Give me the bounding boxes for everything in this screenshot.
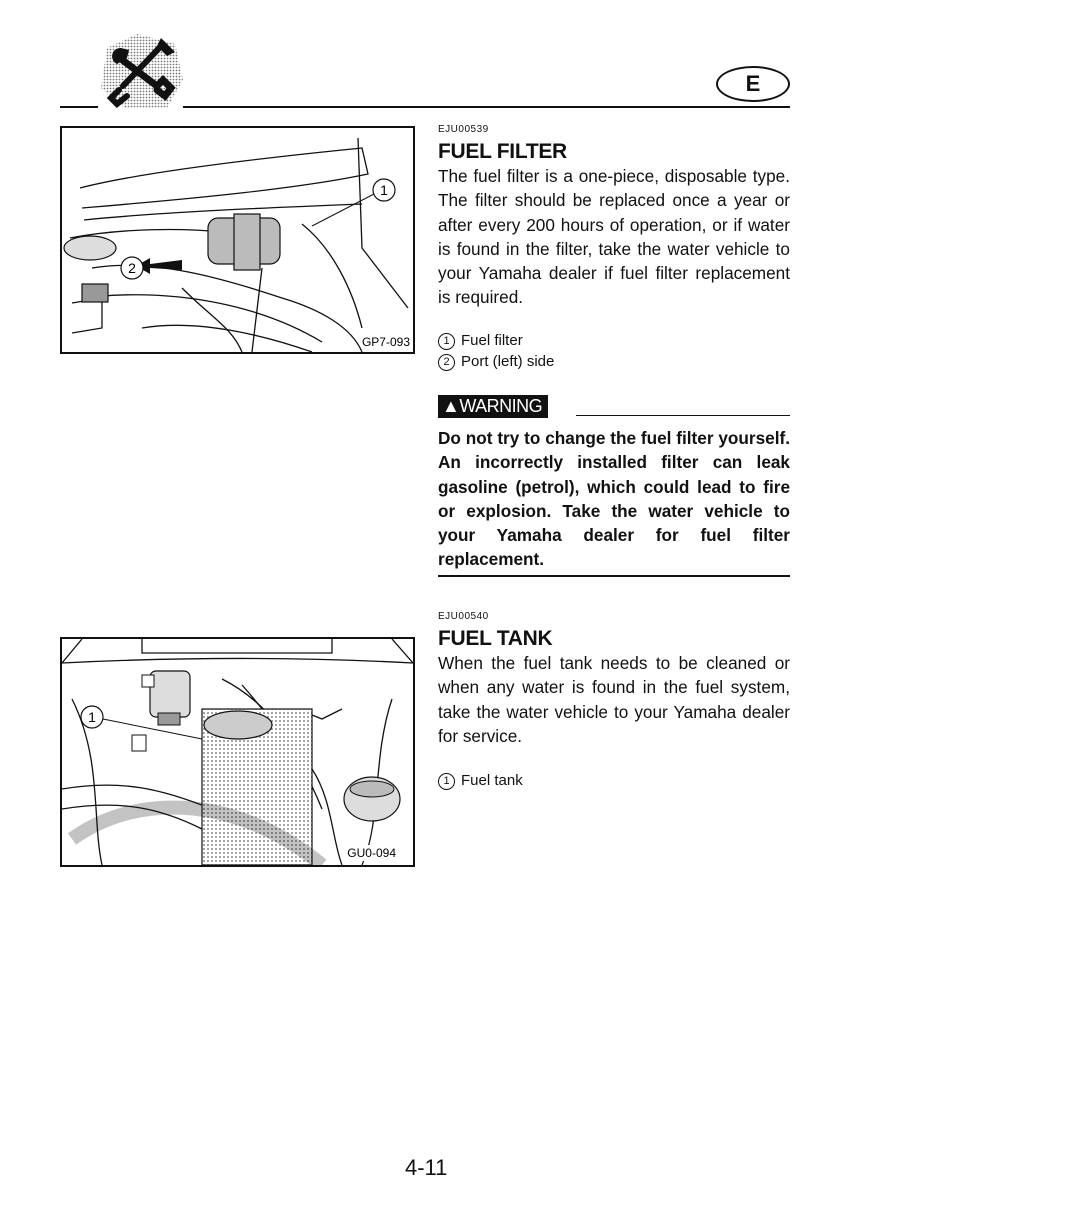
figure-marker-2: 2 [128,260,136,276]
callout-item [438,351,554,372]
figure-code: GP7-093 [361,335,410,349]
warning-label: WARNING [459,396,543,416]
header-rule-left [60,106,98,108]
callout-number: 2 [438,354,455,371]
warning-rule-bottom [438,575,790,577]
tools-icon [97,30,185,110]
figure-marker-1: 1 [88,709,96,725]
language-badge: E [716,66,790,102]
figure-code: GU0-094 [347,846,396,860]
section-title: FUEL FILTER [438,140,567,163]
fuel-tank-figure [60,637,415,867]
header-rule-right [183,106,790,108]
callout-label: Port (left) side [461,353,555,370]
warning-triangle-icon: ▲ [442,396,460,416]
section-body: The fuel filter is a one-piece, disposable type. The filter should be replaced once a year or after every 200 hours of operation, or if water is found in the filter, take the water vehicle to your Yamaha dealer if fuel filter replacement is required. [438,166,790,308]
callout-number: 1 [438,333,455,350]
page-number: 4-11 [405,1155,448,1180]
warning-text: Do not try to change the fuel filter yourself. An incorrectly installed filter can leak gasoline (petrol), which could lead to fire or explosion. Take the water vehicle to your Yamaha dealer for fuel filter replacement. [438,428,790,570]
warning-badge [438,395,548,418]
callout-item [438,330,523,351]
section-code: EJU00539 [438,124,489,135]
section-code: EJU00540 [438,611,489,622]
callout-label: Fuel tank [461,772,523,789]
warning-rule-top [576,415,790,416]
figure-marker-1: 1 [380,182,388,198]
section-body: When the fuel tank needs to be cleaned or when any water is found in the fuel system, take the water vehicle to your Yamaha dealer for service. [438,653,790,746]
callout-label: Fuel filter [461,332,523,349]
fuel-filter-figure [60,126,415,354]
callout-item [438,770,523,791]
callout-number: 1 [438,773,455,790]
section-title: FUEL TANK [438,627,553,650]
